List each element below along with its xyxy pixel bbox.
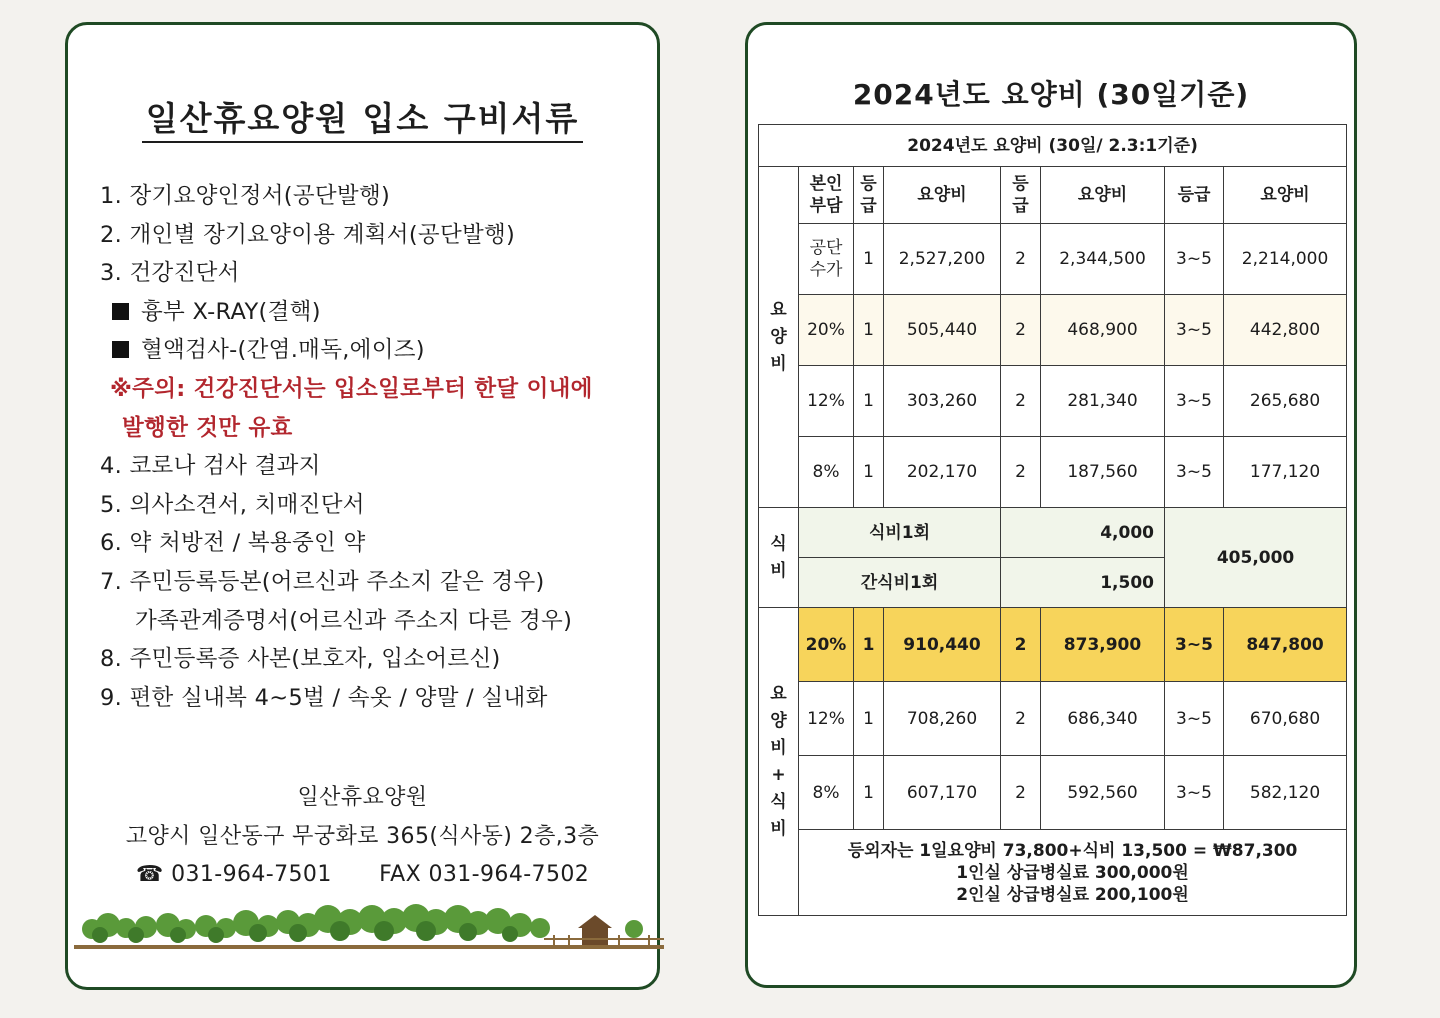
note-line: 등외자는 1일요양비 73,800+식비 13,500 = ₩87,300 — [847, 840, 1298, 861]
fee-title: 2024년도 요양비 (30일기준) — [852, 78, 1250, 111]
column-header: 등 급 — [1001, 167, 1041, 224]
list-item: 3. 건강진단서 — [100, 260, 240, 287]
list-item-cont: 가족관계증명서(어르신과 주소지 다른 경우) — [135, 607, 573, 634]
tree-line-illustration — [74, 895, 664, 955]
table-cell: 3~5 — [1165, 756, 1224, 830]
fax-number: FAX 031-964-7502 — [379, 862, 590, 887]
table-cell: 3~5 — [1165, 437, 1224, 508]
table-cell: 265,680 — [1224, 366, 1347, 437]
list-item: 9. 편한 실내복 4~5벌 / 속옷 / 양말 / 실내화 — [100, 684, 548, 711]
column-header: 요양비 — [884, 167, 1001, 224]
table-cell: 910,440 — [884, 608, 1001, 682]
table-cell: 2,527,200 — [884, 224, 1001, 295]
table-cell: 202,170 — [884, 437, 1001, 508]
column-header: 등급 — [1165, 167, 1224, 224]
table-cell: 708,260 — [884, 682, 1001, 756]
warning-note-cont: 발행한 것만 유효 — [122, 414, 293, 441]
phone-line — [68, 856, 657, 895]
column-header: 본인 부담 — [799, 167, 854, 224]
note-line: 1인실 상급병실료 300,000원 — [956, 862, 1189, 883]
table-cell: 3~5 — [1165, 366, 1224, 437]
table-cell: 607,170 — [884, 756, 1001, 830]
table-cell: 2 — [1001, 295, 1041, 366]
table-cell: 12% — [799, 682, 854, 756]
table-cell: 2 — [1001, 756, 1041, 830]
square-bullet-icon — [112, 303, 129, 320]
meal-value: 4,000 — [1001, 508, 1165, 558]
table-cell: 2 — [1001, 224, 1041, 295]
table-cell: 2 — [1001, 608, 1041, 682]
table-cell: 2 — [1001, 366, 1041, 437]
warning-note: ※주의: 건강진단서는 입소일로부터 한달 이내에 — [110, 375, 593, 402]
table-cell: 8% — [799, 437, 854, 508]
snack-label: 간식비1회 — [799, 558, 1001, 608]
section-label-meal: 식 비 — [759, 508, 799, 608]
table-cell: 582,120 — [1224, 756, 1347, 830]
table-cell: 1 — [854, 437, 884, 508]
required-documents-list — [100, 177, 655, 717]
note-line: 2인실 상급병실료 200,100원 — [956, 884, 1189, 905]
page-title: 일산휴요양원 입소 구비서류 — [68, 93, 657, 140]
table-cell: 2 — [1001, 437, 1041, 508]
table-cell: 20% — [799, 295, 854, 366]
list-item: 7. 주민등록등본(어르신과 주소지 같은 경우) — [100, 568, 545, 595]
table-cell: 1 — [854, 366, 884, 437]
table-cell: 1 — [854, 682, 884, 756]
table-cell: 505,440 — [884, 295, 1001, 366]
list-item: 6. 약 처방전 / 복용중인 약 — [100, 530, 366, 557]
phone-icon: ☎ — [135, 862, 164, 887]
table-cell: 3~5 — [1165, 224, 1224, 295]
table-cell: 1 — [854, 756, 884, 830]
table-cell: 1 — [854, 224, 884, 295]
contact-block — [68, 779, 657, 895]
table-cell: 3~5 — [1165, 608, 1224, 682]
table-cell: 8% — [799, 756, 854, 830]
table-cell: 847,800 — [1224, 608, 1347, 682]
table-cell: 3~5 — [1165, 682, 1224, 756]
table-cell: 468,900 — [1041, 295, 1165, 366]
square-bullet-icon — [112, 341, 129, 358]
table-cell: 3~5 — [1165, 295, 1224, 366]
section-label-care: 요 양 비 — [759, 167, 799, 508]
list-item: 2. 개인별 장기요양이용 계획서(공단발행) — [100, 221, 516, 248]
column-header: 요양비 — [1041, 167, 1165, 224]
snack-value: 1,500 — [1001, 558, 1165, 608]
table-cell: 20% — [799, 608, 854, 682]
table-cell: 1 — [854, 295, 884, 366]
care-fee-table — [758, 124, 1347, 916]
care-fee-card — [745, 22, 1357, 988]
meal-total: 405,000 — [1165, 508, 1347, 608]
list-subitem: 흉부 X-RAY(결핵) — [100, 293, 655, 332]
table-cell: 442,800 — [1224, 295, 1347, 366]
phone-number: 031-964-7501 — [171, 862, 332, 887]
facility-address: 고양시 일산동구 무궁화로 365(식사동) 2층,3층 — [125, 823, 600, 849]
table-cell: 281,340 — [1041, 366, 1165, 437]
column-header: 요양비 — [1224, 167, 1347, 224]
admission-documents-card — [65, 22, 660, 990]
table-cell: 303,260 — [884, 366, 1001, 437]
table-cell: 670,680 — [1224, 682, 1347, 756]
list-item: 5. 의사소견서, 치매진단서 — [100, 491, 365, 518]
table-cell: 1 — [854, 608, 884, 682]
table-cell: 공단 수가 — [799, 224, 854, 295]
section-label-total: 요 양 비 + 식 비 — [759, 608, 799, 916]
table-cell: 2,344,500 — [1041, 224, 1165, 295]
facility-name: 일산휴요양원 — [297, 785, 428, 810]
meal-label: 식비1회 — [799, 508, 1001, 558]
list-item: 4. 코로나 검사 결과지 — [100, 453, 321, 480]
list-subitem: 혈액검사-(간염.매독,에이즈) — [100, 331, 655, 370]
table-cell: 2 — [1001, 682, 1041, 756]
table-cell: 873,900 — [1041, 608, 1165, 682]
column-header: 등 급 — [854, 167, 884, 224]
list-item: 8. 주민등록증 사본(보호자, 입소어르신) — [100, 646, 501, 673]
table-cell: 177,120 — [1224, 437, 1347, 508]
table-cell: 2,214,000 — [1224, 224, 1347, 295]
table-cell: 12% — [799, 366, 854, 437]
table-caption: 2024년도 요양비 (30일/ 2.3:1기준) — [759, 125, 1347, 167]
table-notes — [799, 830, 1347, 916]
table-cell: 187,560 — [1041, 437, 1165, 508]
table-cell: 592,560 — [1041, 756, 1165, 830]
table-cell: 686,340 — [1041, 682, 1165, 756]
list-item: 1. 장기요양인정서(공단발행) — [100, 183, 391, 209]
